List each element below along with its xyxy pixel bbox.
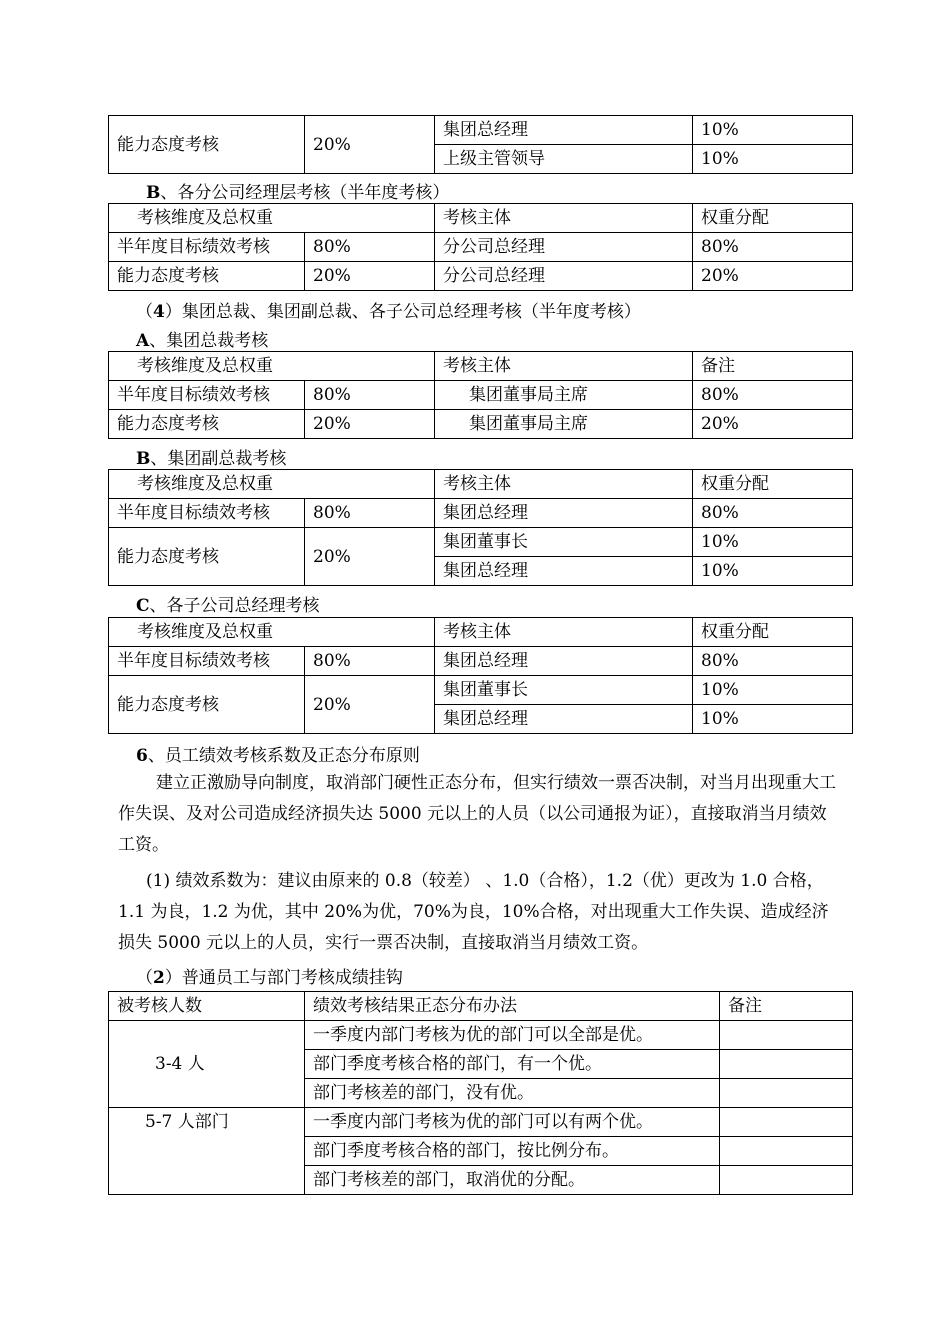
subject-cell: 集团董事长 xyxy=(435,528,693,557)
subject-cell: 集团总经理 xyxy=(435,557,693,586)
table-cell: 半年度目标绩效考核 xyxy=(109,647,305,676)
table-cell: 80% xyxy=(305,233,435,262)
table-row xyxy=(109,410,853,439)
dimension-cell: 能力态度考核 xyxy=(109,116,305,174)
rule-cell: 部门季度考核合格的部门，按比例分布。 xyxy=(305,1137,720,1166)
section-heading-4: （4）集团总裁、集团副总裁、各子公司总经理考核（半年度考核） xyxy=(136,302,641,322)
table-cell: 能力态度考核 xyxy=(109,410,305,439)
table-continued xyxy=(108,115,853,174)
header-cell: 权重分配 xyxy=(693,204,853,233)
header-cell: 考核维度及总权重 xyxy=(109,204,435,233)
table-row xyxy=(109,381,853,410)
table-row xyxy=(109,233,853,262)
weight-cell: 20% xyxy=(305,116,435,174)
note-cell xyxy=(720,1050,853,1079)
table-subsidiary-managers xyxy=(108,617,853,734)
table-header-row xyxy=(109,992,853,1021)
note-cell xyxy=(720,1108,853,1137)
table-cell: 80% xyxy=(693,499,853,528)
table-cell: 80% xyxy=(305,381,435,410)
subject-cell: 上级主管领导 xyxy=(435,145,693,174)
table-cell: 集团董事局主席 xyxy=(435,410,693,439)
table-cell: 集团总经理 xyxy=(435,647,693,676)
header-cell: 考核主体 xyxy=(435,204,693,233)
rule-cell: 部门考核差的部门，取消优的分配。 xyxy=(305,1166,720,1195)
section-heading-c: C、各子公司总经理考核 xyxy=(136,596,320,616)
table-branch-managers xyxy=(108,203,853,291)
rule-cell: 一季度内部门考核为优的部门可以全部是优。 xyxy=(305,1021,720,1050)
table-cell: 80% xyxy=(693,381,853,410)
rule-cell: 一季度内部门考核为优的部门可以有两个优。 xyxy=(305,1108,720,1137)
header-cell: 被考核人数 xyxy=(109,992,305,1021)
distribution-cell: 10% xyxy=(693,705,853,734)
table-cell: 20% xyxy=(693,262,853,291)
distribution-cell: 10% xyxy=(693,116,853,145)
header-cell: 考核主体 xyxy=(435,470,693,499)
subject-cell: 集团总经理 xyxy=(435,116,693,145)
table-header-row xyxy=(109,618,853,647)
section-heading-b: B、各分公司经理层考核（半年度考核） xyxy=(146,183,450,203)
table-cell: 集团董事局主席 xyxy=(435,381,693,410)
dimension-cell: 能力态度考核 xyxy=(109,676,305,734)
header-cell: 绩效考核结果正态分布办法 xyxy=(305,992,720,1021)
table-row xyxy=(109,499,853,528)
header-cell: 权重分配 xyxy=(693,470,853,499)
table-cell: 80% xyxy=(693,233,853,262)
subject-cell: 集团董事长 xyxy=(435,676,693,705)
header-cell: 备注 xyxy=(693,352,853,381)
table-cell: 集团总经理 xyxy=(435,499,693,528)
dimension-cell: 能力态度考核 xyxy=(109,528,305,586)
table-cell: 20% xyxy=(305,262,435,291)
note-cell xyxy=(720,1137,853,1166)
weight-cell: 20% xyxy=(305,528,435,586)
header-cell: 考核维度及总权重 xyxy=(109,618,435,647)
table-header-row xyxy=(109,352,853,381)
table-distribution xyxy=(108,991,853,1195)
table-row xyxy=(109,528,853,557)
table-row xyxy=(109,676,853,705)
table-cell: 80% xyxy=(305,647,435,676)
table-row xyxy=(109,262,853,291)
paragraph-coefficient: (1) 绩效系数为：建议由原来的 0.8（较差） 、1.0（合格），1.2（优）更改为 1.0 合格，1.1 为良，1.2 为优，其中 20%为优，70%为良，10%合格，对出现重大工作失误、造成经济损失 5000 元以上的人员，实行一票否决制，直接取消当月绩效工资。 xyxy=(118,871,829,953)
table-cell: 半年度目标绩效考核 xyxy=(109,233,305,262)
distribution-cell: 10% xyxy=(693,145,853,174)
section-heading-6: 6、员工绩效考核系数及正态分布原则 xyxy=(136,746,420,766)
rule-cell: 部门考核差的部门，没有优。 xyxy=(305,1079,720,1108)
table-vice-president xyxy=(108,469,853,586)
header-cell: 权重分配 xyxy=(693,618,853,647)
table-group-president xyxy=(108,351,853,439)
table-row xyxy=(109,647,853,676)
table-cell: 80% xyxy=(693,647,853,676)
table-header-row xyxy=(109,204,853,233)
distribution-cell: 10% xyxy=(693,557,853,586)
section-heading-a: A、集团总裁考核 xyxy=(136,331,269,351)
distribution-cell: 10% xyxy=(693,676,853,705)
distribution-cell: 10% xyxy=(693,528,853,557)
section-heading-2: （2）普通员工与部门考核成绩挂钩 xyxy=(136,968,403,988)
weight-cell: 20% xyxy=(305,676,435,734)
header-cell: 备注 xyxy=(720,992,853,1021)
table-cell: 能力态度考核 xyxy=(109,262,305,291)
header-cell: 考核维度及总权重 xyxy=(109,470,435,499)
section-heading-b2: B、集团副总裁考核 xyxy=(136,449,287,469)
count-cell: 3-4 人 xyxy=(109,1021,305,1108)
table-cell: 分公司总经理 xyxy=(435,262,693,291)
paragraph-incentive: 建立正激励导向制度，取消部门硬性正态分布，但实行绩效一票否决制，对当月出现重大工作失误、及对公司造成经济损失达 5000 元以上的人员（以公司通报为证），直接取消当月绩效工资。 xyxy=(118,773,836,855)
table-cell: 分公司总经理 xyxy=(435,233,693,262)
header-cell: 考核维度及总权重 xyxy=(109,352,435,381)
table-row xyxy=(109,1108,853,1137)
table-row xyxy=(109,116,853,145)
table-cell: 20% xyxy=(693,410,853,439)
note-cell xyxy=(720,1021,853,1050)
table-header-row xyxy=(109,470,853,499)
table-cell: 半年度目标绩效考核 xyxy=(109,499,305,528)
table-cell: 20% xyxy=(305,410,435,439)
header-cell: 考核主体 xyxy=(435,352,693,381)
header-cell: 考核主体 xyxy=(435,618,693,647)
note-cell xyxy=(720,1079,853,1108)
subject-cell: 集团总经理 xyxy=(435,705,693,734)
count-cell: 5-7 人部门 xyxy=(109,1108,305,1195)
table-row xyxy=(109,1021,853,1050)
table-cell: 80% xyxy=(305,499,435,528)
note-cell xyxy=(720,1166,853,1195)
rule-cell: 部门季度考核合格的部门，有一个优。 xyxy=(305,1050,720,1079)
table-cell: 半年度目标绩效考核 xyxy=(109,381,305,410)
